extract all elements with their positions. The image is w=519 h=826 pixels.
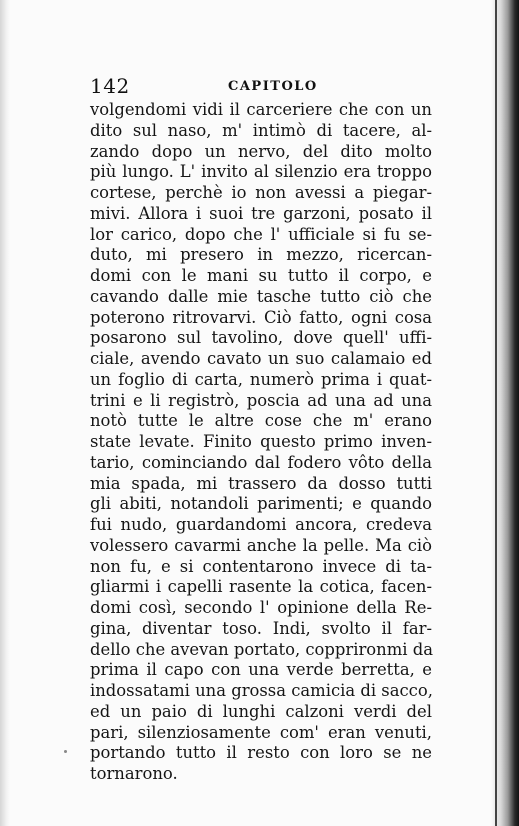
text-line: notò tutte le altre cose che m' erano <box>90 411 432 431</box>
text-line: prima il capo con una verde berretta, e <box>90 660 432 680</box>
text-line: cavando dalle mie tasche tutto ciò che <box>90 286 432 306</box>
page-number: 142 <box>90 74 130 98</box>
book-spine-edge <box>495 0 497 826</box>
text-line: dito sul naso, m' intimò di tacere, al- <box>90 120 432 140</box>
text-line: gli abiti, notandoli parimenti; e quando <box>90 494 432 514</box>
text-line: ed un paio di lunghi calzoni verdi del <box>90 701 432 721</box>
text-line: domi così, secondo l' opinione della Re- <box>90 598 432 617</box>
text-line: dello che avevan portato, copprironmi da <box>90 639 433 659</box>
text-line: gina, diventar toso. Indi, svolto il far- <box>90 618 432 638</box>
text-line: fui nudo, guardandomi ancora, credeva <box>90 515 432 534</box>
text-line: state levate. Finito questo primo inven- <box>90 432 432 451</box>
page-left-margin-shadow <box>0 0 10 826</box>
text-line: non fu, e si contentarono invece di ta- <box>90 556 432 576</box>
text-line: posarono sul tavolino, dove quell' uffi- <box>90 328 432 348</box>
body-text <box>90 100 432 785</box>
text-line: volessero cavarmi anche la pelle. Ma ciò <box>90 535 432 555</box>
text-line: più lungo. L' invito al silenzio era troppo <box>90 162 432 182</box>
text-line: domi con le mani su tutto il corpo, e <box>90 266 432 285</box>
text-line: volgendomi vidi il carceriere che con un <box>90 100 432 119</box>
text-line-last: tornarono. <box>90 764 178 783</box>
text-line: indossatami una grossa camicia di sacco, <box>90 681 433 700</box>
text-line: zando dopo un nervo, del dito molto <box>90 141 432 161</box>
text-line: trini e li registrò, poscia ad una ad una <box>90 390 432 410</box>
text-line: portando tutto il resto con loro se ne <box>90 743 432 763</box>
text-line: poterono ritrovarvi. Ciò fatto, ogni cosa <box>90 307 432 327</box>
text-line: gliarmi i capelli rasente la cotica, facen- <box>90 577 432 597</box>
paper-speck <box>64 750 67 753</box>
text-line: tario, cominciando dal fodero vôto della <box>90 452 432 472</box>
text-line: pari, silenziosamente com' eran venuti, <box>90 722 432 742</box>
page-header <box>90 76 435 98</box>
text-line: lor carico, dopo che l' ufficiale si fu se- <box>90 224 432 244</box>
text-line: mivi. Allora i suoi tre garzoni, posato il <box>90 203 432 223</box>
text-line: cortese, perchè io non avessi a piegar- <box>90 183 432 202</box>
text-line: un foglio di carta, numerò prima i quat- <box>90 369 432 389</box>
text-line: ciale, avendo cavato un suo calamaio ed <box>90 349 432 368</box>
running-head: CAPITOLO <box>228 79 318 94</box>
text-line: mia spada, mi trassero da dosso tutti <box>90 473 432 493</box>
text-line: duto, mi presero in mezzo, ricercan- <box>90 245 432 265</box>
